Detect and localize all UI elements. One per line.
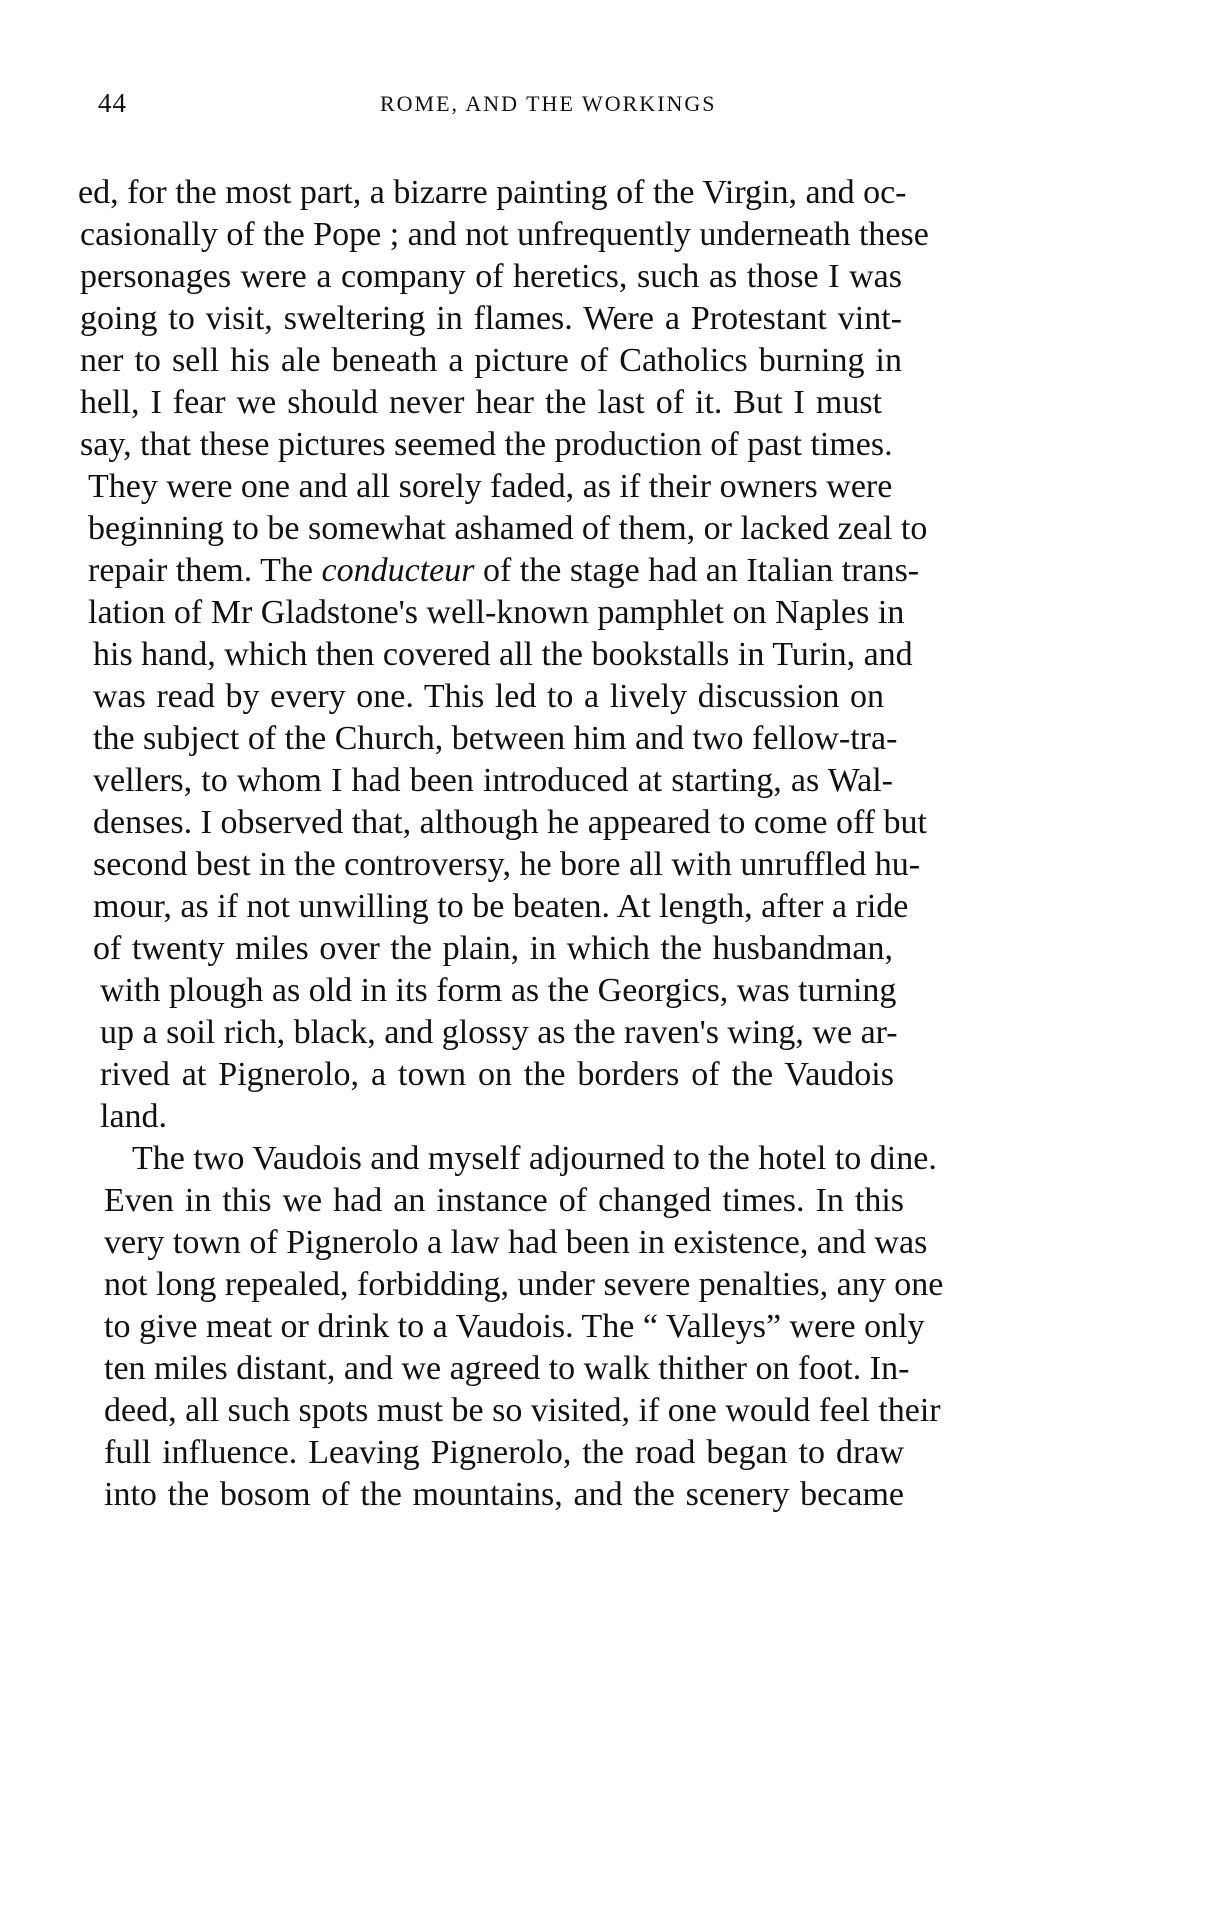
text-line: ner to sell his ale beneath a picture of Catholics burning in [80, 342, 902, 379]
text-line: hell, I fear we should never hear the last of it. But I must [80, 384, 882, 421]
text-line: vellers, to whom I had been introduced at starting, as Wal- [93, 762, 893, 799]
page-header [0, 88, 1207, 128]
text-line: denses. I observed that, although he appeared to come off but [93, 804, 927, 841]
italic-word: conducteur [321, 552, 475, 589]
text-line: Even in this we had an instance of changed times. In this [104, 1182, 904, 1219]
text-line: deed, all such spots must be so visited, if one would feel their [104, 1392, 941, 1429]
text-line: personages were a company of heretics, such as those I was [80, 258, 902, 295]
text-line: to give meat or drink to a Vaudois. The “ Valleys” were only [104, 1308, 925, 1345]
text-line: They were one and all sorely faded, as if their owners were [88, 468, 893, 505]
text-segment: repair them. The [88, 552, 322, 589]
text-line: land. [100, 1098, 168, 1135]
page-number: 44 [98, 88, 127, 118]
text-line: up a soil rich, black, and glossy as the raven's wing, we ar- [100, 1014, 898, 1051]
text-line: with plough as old in its form as the Georgics, was turning [100, 972, 897, 1009]
text-segment: of the stage had an Italian trans- [474, 552, 920, 589]
text-line: second best in the controversy, he bore all with unruffled hu- [93, 846, 921, 883]
text-line: say, that these pictures seemed the production of past times. [80, 426, 893, 463]
text-line: full influence. Leaving Pignerolo, the road began to draw [104, 1434, 904, 1471]
text-line: lation of Mr Gladstone's well-known pamphlet on Naples in [88, 594, 905, 631]
text-line: into the bosom of the mountains, and the scenery became [104, 1476, 904, 1513]
text-line: beginning to be somewhat ashamed of them, or lacked zeal to [88, 510, 928, 547]
running-head: ROME, AND THE WORKINGS [380, 91, 717, 116]
text-line: The two Vaudois and myself adjourned to the hotel to dine. [132, 1140, 937, 1177]
text-line: the subject of the Church, between him and two fellow-tra- [93, 720, 898, 757]
text-line: ten miles distant, and we agreed to walk thither on foot. In- [104, 1350, 910, 1387]
text-line: his hand, which then covered all the bookstalls in Turin, and [93, 636, 913, 673]
text-line: casionally of the Pope ; and not unfrequently underneath these [80, 216, 929, 253]
text-line: going to visit, sweltering in flames. Were a Protestant vint- [80, 300, 902, 337]
text-line: rived at Pignerolo, a town on the borders of the Vaudois [100, 1056, 894, 1093]
text-line: was read by every one. This led to a lively discussion on [93, 678, 884, 715]
text-line: of twenty miles over the plain, in which the husbandman, [93, 930, 893, 967]
text-line: very town of Pignerolo a law had been in existence, and was [104, 1224, 928, 1261]
text-line: not long repealed, forbidding, under severe penalties, any one [104, 1266, 944, 1303]
text-line: mour, as if not unwilling to be beaten. At length, after a ride [93, 888, 909, 925]
text-line: ed, for the most part, a bizarre painting of the Virgin, and oc- [78, 174, 907, 211]
